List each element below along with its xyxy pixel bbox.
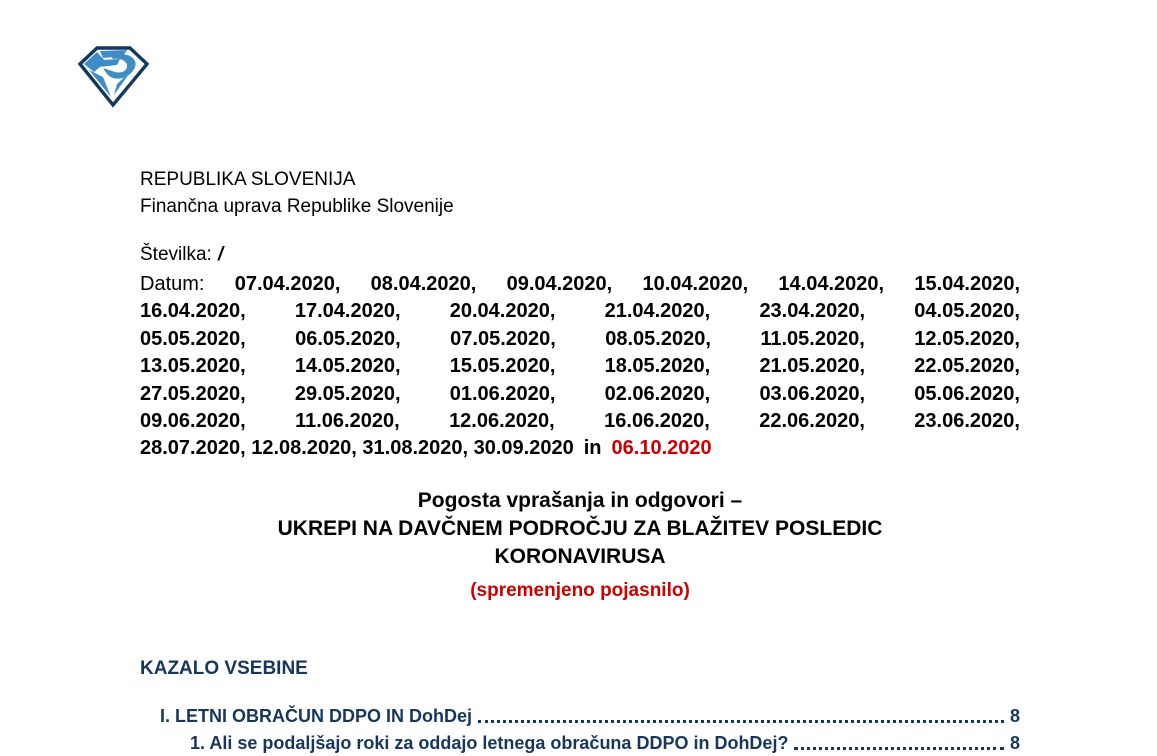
date-value: 01.06.2020, — [449, 382, 556, 405]
date-value: 15.05.2020, — [449, 355, 556, 378]
date-value: 27.05.2020, — [140, 382, 246, 405]
date-value: 12.06.2020, — [449, 409, 555, 432]
date-value: 11.06.2020, — [295, 409, 400, 432]
date-value: 14.04.2020, — [778, 273, 885, 295]
date-row — [140, 298, 1020, 325]
org-header — [140, 166, 1020, 220]
highlighted-date: 06.10.2020 — [611, 437, 712, 460]
date-row — [140, 271, 1020, 298]
number-line — [140, 244, 1020, 266]
date-value: 06.05.2020, — [295, 327, 401, 350]
date-value: 20.04.2020, — [449, 300, 556, 323]
date-value: 23.06.2020, — [914, 409, 1020, 432]
furs-logo — [73, 43, 153, 109]
document-title — [140, 487, 1020, 605]
date-value: 16.06.2020, — [604, 409, 710, 432]
toc-dot-leader — [478, 720, 1004, 723]
date-value: 07.05.2020, — [450, 327, 556, 350]
date-value: 14.05.2020, — [294, 355, 401, 378]
toc-entry[interactable] — [140, 702, 1020, 729]
number-value: / — [217, 244, 224, 265]
date-value: 08.04.2020, — [370, 273, 477, 295]
date-connector: in — [583, 437, 602, 460]
date-row — [140, 353, 1020, 380]
org-name-line1: REPUBLIKA SLOVENIJA — [140, 169, 356, 190]
date-value: 05.05.2020, — [140, 327, 246, 350]
date-value: 28.07.2020, 12.08.2020, 31.08.2020, 30.09.2020 — [140, 437, 574, 460]
toc-entry-label: 1. Ali se podaljšajo roki za oddajo letnega obračuna DDPO in DohDej? — [190, 733, 789, 753]
date-value: 29.05.2020, — [294, 382, 401, 405]
title-line-3: KORONAVIRUSA — [494, 545, 666, 568]
date-value: 22.06.2020, — [759, 409, 865, 432]
date-value: 10.04.2020, — [642, 273, 749, 295]
date-value: 15.04.2020, — [914, 273, 1020, 295]
date-paragraph — [140, 271, 1020, 463]
date-row — [140, 435, 1020, 462]
date-value: 17.04.2020, — [294, 300, 401, 323]
title-line-1: Pogosta vprašanja in odgovori – — [417, 489, 743, 512]
date-value: 21.05.2020, — [759, 355, 866, 378]
date-label: Datum: — [140, 273, 205, 295]
date-value: 21.04.2020, — [604, 300, 711, 323]
date-row — [140, 381, 1020, 408]
date-value: 09.04.2020, — [506, 273, 613, 295]
date-value: 04.05.2020, — [914, 300, 1020, 323]
date-value: 09.06.2020, — [140, 409, 246, 432]
toc-entries — [140, 702, 1020, 756]
date-row — [140, 326, 1020, 353]
date-value: 08.05.2020, — [605, 327, 711, 350]
date-value: 03.06.2020, — [759, 382, 866, 405]
toc-dot-leader — [794, 747, 1004, 750]
title-subtitle: (spremenjeno pojasnilo) — [470, 580, 690, 601]
date-value: 22.05.2020, — [914, 355, 1020, 378]
toc-heading: KAZALO VSEBINE — [140, 658, 308, 679]
title-line-2: UKREPI NA DAVČNEM PODROČJU ZA BLAŽITEV POSLEDIC — [277, 517, 883, 540]
date-value: 07.04.2020, — [234, 273, 341, 295]
date-value: 18.05.2020, — [604, 355, 711, 378]
date-value: 12.05.2020, — [914, 327, 1020, 350]
toc-page-number: 8 — [1009, 706, 1020, 726]
date-value: 11.05.2020, — [760, 327, 865, 350]
org-name-line2: Finančna uprava Republike Slovenije — [140, 196, 454, 217]
date-value: 13.05.2020, — [140, 355, 246, 378]
toc-entry-label: I. LETNI OBRAČUN DDPO IN DohDej — [160, 706, 473, 726]
date-value: 16.04.2020, — [140, 300, 246, 323]
toc-page-number: 8 — [1009, 733, 1020, 753]
date-row — [140, 408, 1020, 435]
date-value: 23.04.2020, — [759, 300, 866, 323]
number-label: Številka: — [140, 244, 212, 265]
date-value: 02.06.2020, — [604, 382, 711, 405]
date-value: 05.06.2020, — [914, 382, 1020, 405]
